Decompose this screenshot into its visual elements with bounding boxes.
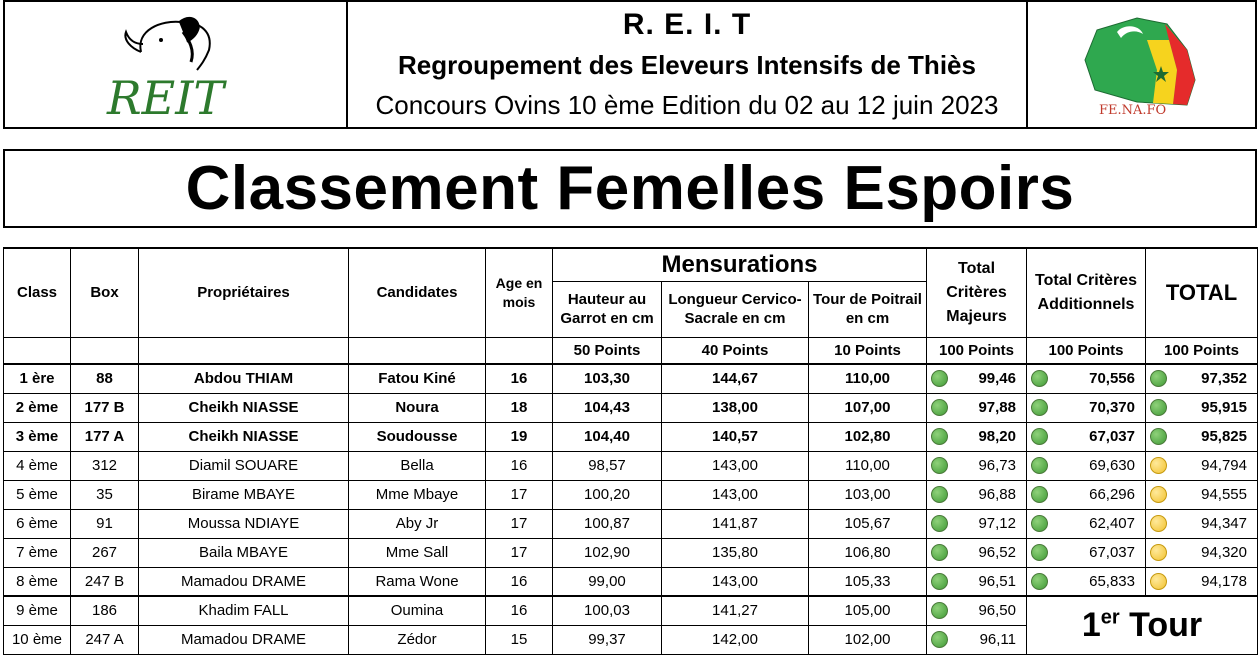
- table-row: [4, 538, 1258, 567]
- additionnels-value: 67,037: [1089, 428, 1135, 445]
- tour-cell: 106,80: [809, 538, 927, 567]
- total-value-cell: [1146, 538, 1258, 567]
- candidate-cell: Mme Mbaye: [349, 480, 486, 509]
- box-cell: 312: [71, 451, 139, 480]
- total-value-cell: [1146, 451, 1258, 480]
- header-titles: [348, 2, 1026, 127]
- status-dot-icon: [931, 457, 948, 474]
- status-dot-icon: [1031, 399, 1048, 416]
- round-word: Tour: [1119, 605, 1203, 644]
- longueur-cell: 143,00: [662, 451, 809, 480]
- results-rows: [4, 364, 1258, 654]
- total-value-cell: [1146, 393, 1258, 422]
- table-row: [4, 451, 1258, 480]
- col-header-tour: Tour de Poitrail en cm: [809, 281, 927, 337]
- majeurs-value-cell: [927, 364, 1027, 393]
- additionnels-value: 70,556: [1089, 370, 1135, 388]
- col-header-total-additionnels: Total Critères Additionnels: [1027, 248, 1146, 337]
- candidate-cell: Aby Jr: [349, 509, 486, 538]
- longueur-cell: 143,00: [662, 567, 809, 596]
- longueur-cell: 141,27: [662, 596, 809, 625]
- hauteur-cell: 99,00: [553, 567, 662, 596]
- status-dot-icon: [931, 370, 948, 387]
- round-suffix: er: [1100, 606, 1120, 629]
- longueur-cell: 135,80: [662, 538, 809, 567]
- status-dot-icon: [931, 544, 948, 561]
- candidate-cell: Noura: [349, 393, 486, 422]
- table-row: [4, 480, 1258, 509]
- candidate-cell: Zédor: [349, 625, 486, 654]
- rank-cell: 1 ère: [4, 364, 71, 393]
- majeurs-value-cell: [927, 422, 1027, 451]
- hauteur-cell: 100,03: [553, 596, 662, 625]
- age-cell: 17: [486, 509, 553, 538]
- total-value: 94,320: [1201, 544, 1247, 561]
- table-row: [4, 393, 1258, 422]
- age-cell: 16: [486, 451, 553, 480]
- status-dot-icon: [1150, 544, 1167, 561]
- tour-cell: 107,00: [809, 393, 927, 422]
- additionnels-value: 67,037: [1089, 544, 1135, 561]
- col-header-age: Age en mois: [486, 248, 553, 337]
- status-dot-icon: [1150, 457, 1167, 474]
- longueur-cell: 142,00: [662, 625, 809, 654]
- total-value: 94,555: [1201, 486, 1247, 503]
- owner-cell: Mamadou DRAME: [139, 625, 349, 654]
- status-dot-icon: [1150, 428, 1167, 445]
- additionnels-value-cell: [1027, 538, 1146, 567]
- points-longueur: 40 Points: [662, 337, 809, 364]
- owner-cell: Moussa NDIAYE: [139, 509, 349, 538]
- rank-cell: 4 ème: [4, 451, 71, 480]
- box-cell: 177 A: [71, 422, 139, 451]
- majeurs-value-cell: [927, 480, 1027, 509]
- rank-cell: 6 ème: [4, 509, 71, 538]
- hauteur-cell: 104,40: [553, 422, 662, 451]
- status-dot-icon: [931, 602, 948, 619]
- points-majeurs: 100 Points: [927, 337, 1027, 364]
- rank-cell: 2 ème: [4, 393, 71, 422]
- total-value-cell: [1146, 422, 1258, 451]
- longueur-cell: 140,57: [662, 422, 809, 451]
- box-cell: 91: [71, 509, 139, 538]
- candidate-cell: Oumina: [349, 596, 486, 625]
- tour-cell: 103,00: [809, 480, 927, 509]
- fenafo-logo: [1026, 2, 1255, 127]
- total-value: 94,347: [1201, 515, 1247, 532]
- longueur-cell: 143,00: [662, 480, 809, 509]
- box-cell: 35: [71, 480, 139, 509]
- box-cell: 88: [71, 364, 139, 393]
- majeurs-value: 99,46: [978, 370, 1016, 388]
- majeurs-value: 96,88: [978, 486, 1016, 503]
- org-acronym: R. E. I. T: [622, 7, 752, 41]
- reit-logo-icon: [101, 10, 251, 120]
- candidate-cell: Fatou Kiné: [349, 364, 486, 393]
- table-row: [4, 596, 1258, 625]
- candidate-cell: Rama Wone: [349, 567, 486, 596]
- majeurs-value-cell: [927, 625, 1027, 654]
- candidate-cell: Mme Sall: [349, 538, 486, 567]
- fenafo-logo-text: FE.NA.FO: [1098, 102, 1166, 118]
- rank-cell: 8 ème: [4, 567, 71, 596]
- status-dot-icon: [1031, 573, 1048, 590]
- results-table: [3, 247, 1258, 655]
- majeurs-value-cell: [927, 509, 1027, 538]
- tour-cell: 102,00: [809, 625, 927, 654]
- candidate-cell: Soudousse: [349, 422, 486, 451]
- additionnels-value-cell: [1027, 567, 1146, 596]
- status-dot-icon: [1150, 486, 1167, 503]
- owner-cell: Cheikh NIASSE: [139, 393, 349, 422]
- box-cell: 247 B: [71, 567, 139, 596]
- age-cell: 19: [486, 422, 553, 451]
- majeurs-value: 96,52: [978, 544, 1016, 561]
- total-value: 95,915: [1201, 399, 1247, 416]
- col-header-box: Box: [71, 248, 139, 337]
- box-cell: 177 B: [71, 393, 139, 422]
- majeurs-value: 97,12: [978, 515, 1016, 532]
- col-header-candidates: Candidates: [349, 248, 486, 337]
- longueur-cell: 141,87: [662, 509, 809, 538]
- additionnels-value-cell: [1027, 393, 1146, 422]
- reit-logo: [5, 2, 348, 127]
- points-tour: 10 Points: [809, 337, 927, 364]
- additionnels-value: 62,407: [1089, 515, 1135, 532]
- longueur-cell: 144,67: [662, 364, 809, 393]
- additionnels-value: 70,370: [1089, 399, 1135, 416]
- col-header-owners: Propriétaires: [139, 248, 349, 337]
- org-name: Regroupement des Eleveurs Intensifs de Thiès: [398, 49, 976, 80]
- table-row: [4, 509, 1258, 538]
- additionnels-value: 65,833: [1089, 572, 1135, 590]
- hauteur-cell: 104,43: [553, 393, 662, 422]
- status-dot-icon: [1031, 457, 1048, 474]
- tour-cell: 105,00: [809, 596, 927, 625]
- owner-cell: Baila MBAYE: [139, 538, 349, 567]
- status-dot-icon: [1150, 370, 1167, 387]
- status-dot-icon: [1150, 399, 1167, 416]
- total-value-cell: [1146, 480, 1258, 509]
- age-cell: 16: [486, 567, 553, 596]
- owner-cell: Birame MBAYE: [139, 480, 349, 509]
- status-dot-icon: [1150, 515, 1167, 532]
- col-header-class: Class: [4, 248, 71, 337]
- majeurs-value: 96,11: [979, 631, 1016, 648]
- candidate-cell: Bella: [349, 451, 486, 480]
- majeurs-value-cell: [927, 538, 1027, 567]
- status-dot-icon: [931, 573, 948, 590]
- hauteur-cell: 102,90: [553, 538, 662, 567]
- status-dot-icon: [1031, 428, 1048, 445]
- box-cell: 267: [71, 538, 139, 567]
- majeurs-value: 96,73: [978, 457, 1016, 474]
- status-dot-icon: [931, 399, 948, 416]
- status-dot-icon: [931, 631, 948, 648]
- col-header-longueur: Longueur Cervico-Sacrale en cm: [662, 281, 809, 337]
- ranking-banner: Classement Femelles Espoirs: [3, 149, 1257, 228]
- status-dot-icon: [1031, 515, 1048, 532]
- points-hauteur: 50 Points: [553, 337, 662, 364]
- longueur-cell: 138,00: [662, 393, 809, 422]
- total-value: 95,825: [1201, 428, 1247, 445]
- col-header-hauteur: Hauteur au Garrot en cm: [553, 281, 662, 337]
- additionnels-value: 69,630: [1089, 457, 1135, 474]
- round-label: [1027, 596, 1258, 654]
- total-value: 97,352: [1201, 370, 1247, 388]
- status-dot-icon: [931, 515, 948, 532]
- status-dot-icon: [1031, 544, 1048, 561]
- hauteur-cell: 98,57: [553, 451, 662, 480]
- additionnels-value-cell: [1027, 480, 1146, 509]
- additionnels-value-cell: [1027, 422, 1146, 451]
- status-dot-icon: [931, 428, 948, 445]
- age-cell: 15: [486, 625, 553, 654]
- table-row: [4, 567, 1258, 596]
- total-value: 94,178: [1201, 572, 1247, 590]
- tour-cell: 105,67: [809, 509, 927, 538]
- rank-cell: 10 ème: [4, 625, 71, 654]
- age-cell: 18: [486, 393, 553, 422]
- status-dot-icon: [931, 486, 948, 503]
- points-additionnels: 100 Points: [1027, 337, 1146, 364]
- table-row: [4, 422, 1258, 451]
- owner-cell: Khadim FALL: [139, 596, 349, 625]
- total-value-cell: [1146, 567, 1258, 596]
- reit-logo-text: REIT: [106, 70, 224, 120]
- hauteur-cell: 100,87: [553, 509, 662, 538]
- majeurs-value-cell: [927, 596, 1027, 625]
- senegal-map-icon: [1077, 10, 1207, 120]
- col-header-mensurations: Mensurations: [553, 248, 927, 281]
- majeurs-value: 98,20: [978, 428, 1016, 445]
- age-cell: 16: [486, 364, 553, 393]
- majeurs-value: 97,88: [978, 399, 1016, 416]
- tour-cell: 110,00: [809, 451, 927, 480]
- rank-cell: 3 ème: [4, 422, 71, 451]
- col-header-total: TOTAL: [1146, 248, 1258, 337]
- owner-cell: Diamil SOUARE: [139, 451, 349, 480]
- tour-cell: 102,80: [809, 422, 927, 451]
- owner-cell: Cheikh NIASSE: [139, 422, 349, 451]
- additionnels-value-cell: [1027, 364, 1146, 393]
- majeurs-value-cell: [927, 451, 1027, 480]
- status-dot-icon: [1150, 573, 1167, 590]
- total-value-cell: [1146, 509, 1258, 538]
- status-dot-icon: [1031, 370, 1048, 387]
- age-cell: 17: [486, 480, 553, 509]
- owner-cell: Abdou THIAM: [139, 364, 349, 393]
- tour-cell: 105,33: [809, 567, 927, 596]
- round-number: 1: [1081, 605, 1101, 644]
- points-total: 100 Points: [1146, 337, 1258, 364]
- majeurs-value-cell: [927, 393, 1027, 422]
- header-block: [3, 0, 1257, 129]
- additionnels-value-cell: [1027, 509, 1146, 538]
- majeurs-value: 96,51: [978, 572, 1016, 590]
- majeurs-value: 96,50: [978, 602, 1016, 620]
- hauteur-cell: 100,20: [553, 480, 662, 509]
- box-cell: 186: [71, 596, 139, 625]
- rank-cell: 9 ème: [4, 596, 71, 625]
- box-cell: 247 A: [71, 625, 139, 654]
- status-dot-icon: [1031, 486, 1048, 503]
- rank-cell: 5 ème: [4, 480, 71, 509]
- tour-cell: 110,00: [809, 364, 927, 393]
- hauteur-cell: 99,37: [553, 625, 662, 654]
- additionnels-value: 66,296: [1089, 486, 1135, 503]
- total-value-cell: [1146, 364, 1258, 393]
- owner-cell: Mamadou DRAME: [139, 567, 349, 596]
- col-header-total-majeurs: Total Critères Majeurs: [927, 248, 1027, 337]
- age-cell: 16: [486, 596, 553, 625]
- table-row: [4, 364, 1258, 393]
- additionnels-value-cell: [1027, 451, 1146, 480]
- contest-edition: Concours Ovins 10 ème Edition du 02 au 12 juin 2023: [375, 89, 999, 120]
- age-cell: 17: [486, 538, 553, 567]
- total-value: 94,794: [1201, 457, 1247, 474]
- rank-cell: 7 ème: [4, 538, 71, 567]
- majeurs-value-cell: [927, 567, 1027, 596]
- hauteur-cell: 103,30: [553, 364, 662, 393]
